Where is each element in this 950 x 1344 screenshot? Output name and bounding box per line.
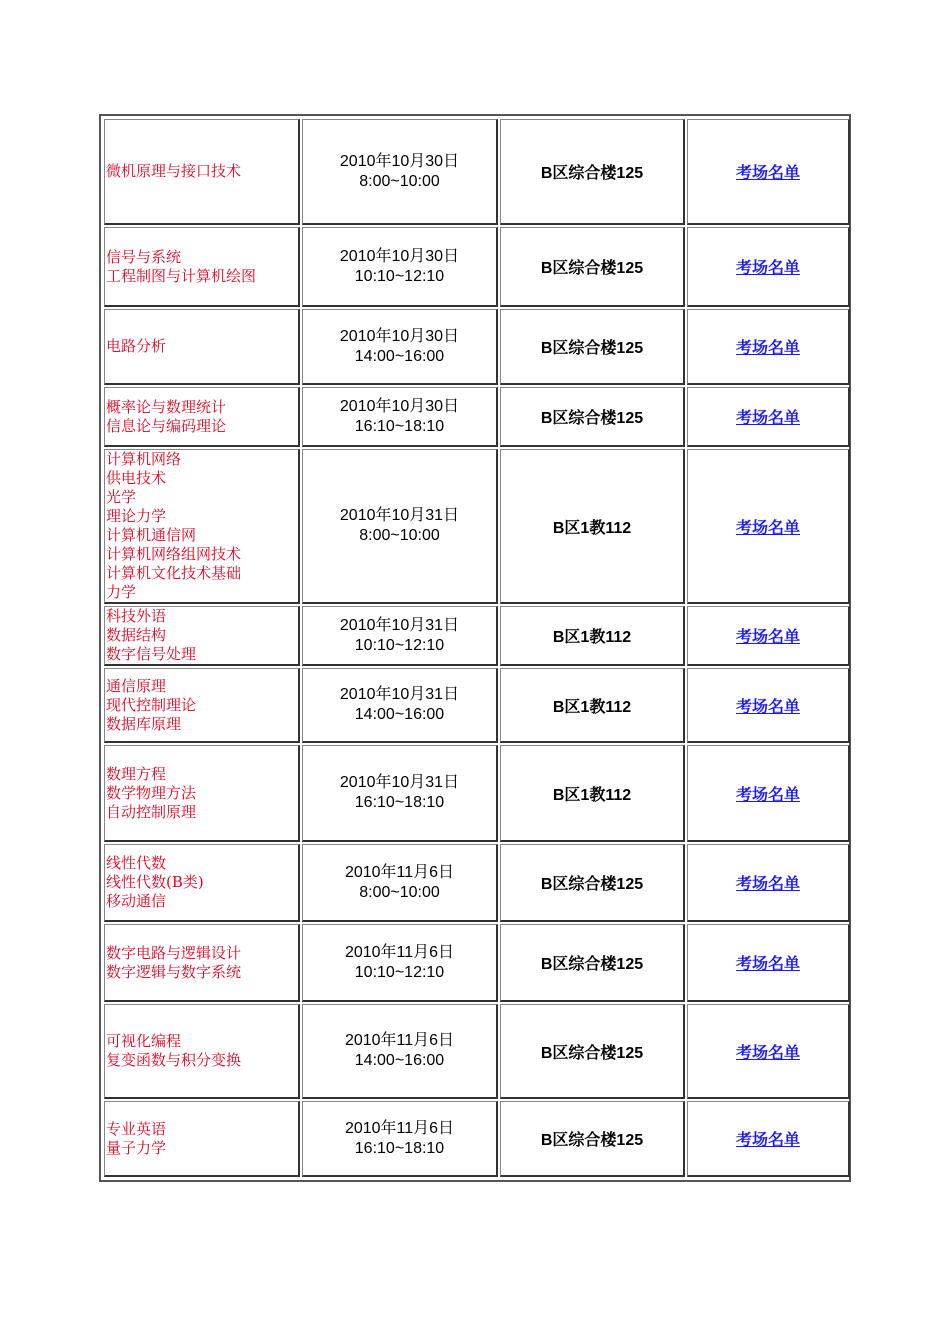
exam-time: 16:10~18:10: [354, 794, 445, 811]
exam-room: B区1教112: [500, 745, 685, 842]
exam-time: 10:10~12:10: [354, 267, 445, 285]
exam-list-cell: [687, 1101, 850, 1177]
exam-list-cell: [687, 924, 850, 1002]
exam-list-cell: [687, 449, 850, 604]
datetime-cell: [302, 449, 498, 604]
exam-list-link[interactable]: 考场名单: [735, 956, 800, 973]
datetime-cell: [302, 606, 498, 666]
course-name: 现代控制理论: [106, 695, 197, 714]
exam-room: B区1教112: [500, 668, 685, 743]
exam-list-link[interactable]: 考场名单: [735, 629, 800, 646]
course-name: 数理方程: [106, 764, 167, 783]
course-name: 概率论与数理统计: [106, 397, 227, 416]
table-row: [104, 449, 850, 604]
exam-list-link[interactable]: 考场名单: [735, 340, 800, 357]
course-name: 供电技术: [106, 469, 167, 487]
course-name: 通信原理: [106, 676, 167, 695]
table-row: [104, 606, 850, 666]
table-row: [104, 119, 850, 225]
course-name: 数据结构: [106, 626, 167, 644]
course-cell: [104, 119, 300, 225]
exam-list-link[interactable]: 考场名单: [735, 519, 800, 537]
course-cell: [104, 387, 300, 447]
course-name: 电路分析: [106, 337, 167, 355]
exam-time: 10:10~12:10: [354, 636, 445, 654]
table-row: [104, 227, 850, 307]
datetime-cell: [302, 387, 498, 447]
course-name: 信号与系统: [106, 247, 182, 266]
exam-time: 16:10~18:10: [354, 417, 445, 435]
course-name: 线性代数(B类): [106, 873, 204, 891]
exam-room: B区1教112: [500, 606, 685, 666]
exam-room: B区综合楼125: [500, 119, 685, 225]
exam-schedule-frame: [99, 114, 851, 1182]
datetime-cell: [302, 844, 498, 922]
course-cell: [104, 745, 300, 842]
table-row: [104, 924, 850, 1002]
datetime-cell: [302, 668, 498, 743]
course-cell: [104, 1101, 300, 1177]
table-row: [104, 1101, 850, 1177]
exam-date: 2010年10月31日: [339, 507, 460, 524]
exam-room: B区综合楼125: [500, 844, 685, 922]
exam-room: B区综合楼125: [500, 387, 685, 447]
course-name: 光学: [106, 488, 137, 506]
exam-list-link[interactable]: 考场名单: [735, 876, 800, 893]
course-name: 计算机网络: [106, 450, 182, 468]
course-name: 理论力学: [106, 507, 167, 525]
table-row: [104, 309, 850, 385]
course-name: 信息论与编码理论: [106, 416, 227, 435]
exam-schedule-table: [102, 117, 852, 1179]
course-name: 计算机文化技术基础: [106, 564, 242, 582]
exam-time: 14:00~16:00: [354, 1052, 445, 1069]
datetime-cell: [302, 1004, 498, 1099]
datetime-cell: [302, 119, 498, 225]
exam-room: B区综合楼125: [500, 924, 685, 1002]
exam-date: 2010年11月6日: [344, 1119, 455, 1137]
course-cell: [104, 309, 300, 385]
table-row: [104, 668, 850, 743]
table-row: [104, 387, 850, 447]
exam-date: 2010年11月6日: [344, 1032, 455, 1049]
course-cell: [104, 227, 300, 307]
exam-list-link[interactable]: 考场名单: [735, 410, 800, 427]
exam-list-cell: [687, 119, 850, 225]
course-name: 微机原理与接口技术: [106, 162, 242, 180]
course-name: 自动控制原理: [106, 802, 197, 821]
exam-date: 2010年11月6日: [344, 943, 455, 961]
exam-room: B区综合楼125: [500, 227, 685, 307]
course-name: 复变函数与积分变换: [106, 1051, 242, 1069]
table-row: [104, 745, 850, 842]
course-name: 数据库原理: [106, 714, 182, 733]
datetime-cell: [302, 1101, 498, 1177]
course-name: 线性代数: [106, 854, 167, 872]
exam-date: 2010年10月30日: [339, 152, 460, 170]
exam-list-cell: [687, 668, 850, 743]
exam-room: B区综合楼125: [500, 1004, 685, 1099]
course-cell: [104, 844, 300, 922]
exam-time: 8:00~10:00: [359, 527, 440, 544]
exam-room: B区综合楼125: [500, 1101, 685, 1177]
exam-room: B区1教112: [500, 449, 685, 604]
exam-date: 2010年10月31日: [339, 616, 460, 634]
course-name: 力学: [106, 583, 137, 601]
exam-time: 8:00~10:00: [359, 883, 440, 901]
course-cell: [104, 449, 300, 604]
exam-list-link[interactable]: 考场名单: [735, 1044, 800, 1062]
course-name: 工程制图与计算机绘图: [106, 266, 257, 285]
exam-room: B区综合楼125: [500, 309, 685, 385]
course-name: 科技外语: [106, 607, 167, 625]
exam-list-cell: [687, 1004, 850, 1099]
exam-time: 8:00~10:00: [359, 172, 440, 190]
course-name: 移动通信: [106, 892, 167, 910]
exam-time: 16:10~18:10: [354, 1139, 445, 1157]
course-name: 数字信号处理: [106, 645, 197, 663]
table-row: [104, 844, 850, 922]
course-name: 量子力学: [106, 1138, 167, 1157]
course-cell: [104, 924, 300, 1002]
course-name: 数字电路与逻辑设计: [106, 943, 242, 962]
datetime-cell: [302, 309, 498, 385]
exam-list-cell: [687, 606, 850, 666]
course-cell: [104, 668, 300, 743]
course-name: 可视化编程: [106, 1032, 182, 1050]
datetime-cell: [302, 745, 498, 842]
exam-date: 2010年10月30日: [339, 327, 460, 345]
course-name: 数字逻辑与数字系统: [106, 962, 242, 981]
course-name: 数学物理方法: [106, 783, 197, 802]
exam-time: 14:00~16:00: [354, 706, 445, 723]
datetime-cell: [302, 227, 498, 307]
exam-date: 2010年10月30日: [339, 397, 460, 415]
table-row: [104, 1004, 850, 1099]
exam-list-cell: [687, 387, 850, 447]
exam-list-cell: [687, 309, 850, 385]
course-name: 计算机网络组网技术: [106, 545, 242, 563]
exam-list-link[interactable]: 考场名单: [735, 260, 800, 277]
course-name: 专业英语: [106, 1119, 167, 1138]
exam-list-link[interactable]: 考场名单: [735, 786, 800, 804]
exam-list-link[interactable]: 考场名单: [735, 165, 800, 182]
course-cell: [104, 1004, 300, 1099]
exam-list-cell: [687, 844, 850, 922]
datetime-cell: [302, 924, 498, 1002]
course-name: 计算机通信网: [106, 526, 197, 544]
exam-date: 2010年10月31日: [339, 774, 460, 791]
exam-date: 2010年10月31日: [339, 686, 460, 703]
exam-date: 2010年10月30日: [339, 247, 460, 265]
course-cell: [104, 606, 300, 666]
exam-time: 14:00~16:00: [354, 347, 445, 365]
exam-time: 10:10~12:10: [354, 963, 445, 981]
exam-date: 2010年11月6日: [344, 863, 455, 881]
exam-list-link[interactable]: 考场名单: [735, 698, 800, 716]
exam-list-link[interactable]: 考场名单: [735, 1132, 800, 1149]
exam-list-cell: [687, 745, 850, 842]
exam-list-cell: [687, 227, 850, 307]
